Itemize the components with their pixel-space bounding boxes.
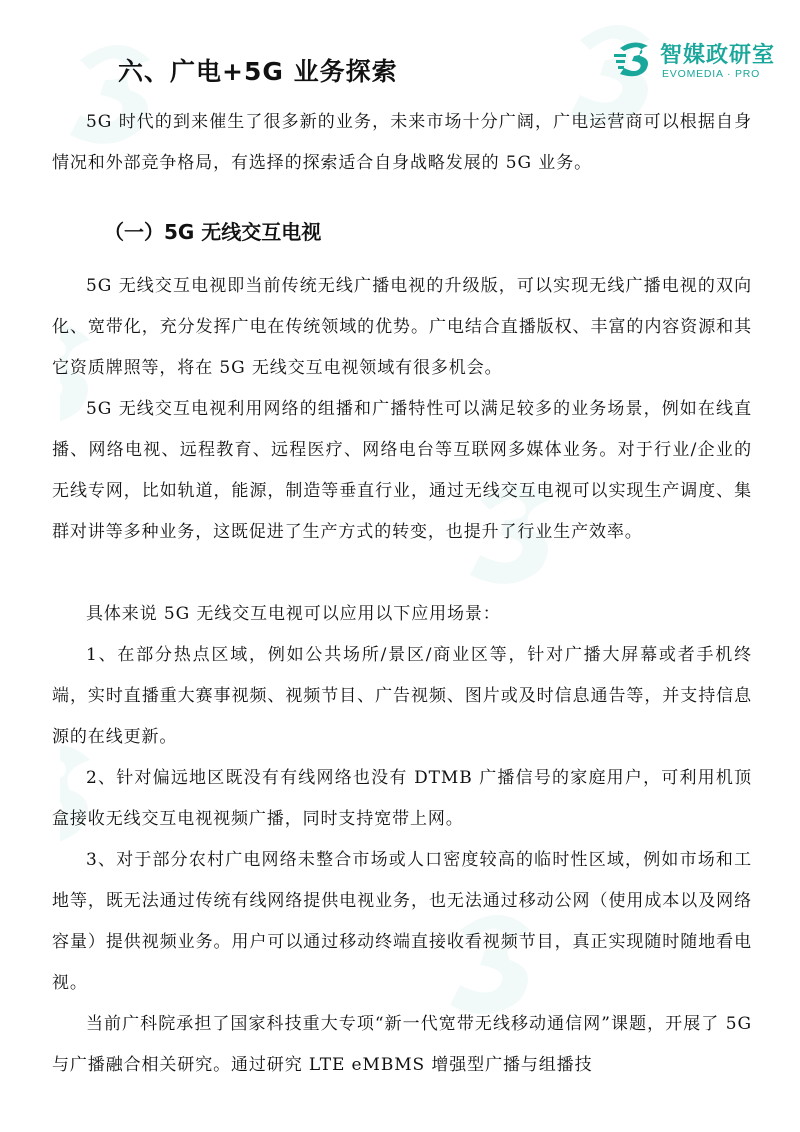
subsection-title: （一）5G 无线交互电视 [104, 220, 322, 244]
logo-subtitle: EVOMEDIA · PRO [662, 68, 761, 80]
paragraph-1: 5G 无线交互电视即当前传统无线广播电视的升级版，可以实现无线广播电视的双向化、宽带化，充分发挥广电在传统领域的优势。广电结合直播版权、丰富的内容资源和其它资质牌照等，将在 5G 无线交互电视领域有很多机会。 [52, 276, 752, 378]
paragraph-2: 5G 无线交互电视利用网络的组播和广播特性可以满足较多的业务场景，例如在线直播、网络电视、远程教育、远程医疗、网络电台等互联网多媒体业务。对于行业/企业的无线专网，比如轨道，能源，制造等垂直行业，通过无线交互电视可以实现生产调度、集群对讲等多种业务，这既促进了生产方式的转变，也提升了行业生产效率。 [52, 399, 752, 542]
section-title: 六、广电+5G 业务探索 [118, 57, 398, 86]
paragraph-3: 具体来说 5G 无线交互电视可以应用以下应用场景： [86, 604, 501, 624]
logo-name: 智媒政研室 [660, 43, 776, 68]
paragraph-4: 1、在部分热点区域，例如公共场所/景区/商业区等，针对广播大屏幕或者手机终端，实时直播重大赛事视频、视频节目、广告视频、图片或及时信息通告等，并支持信息源的在线更新。 [52, 645, 752, 747]
paragraph-6: 3、对于部分农村广电网络未整合市场或人口密度较高的临时性区域，例如市场和工地等，既无法通过传统有线网络提供电视业务，也无法通过移动公网（使用成本以及网络容量）提供视频业务。用户可以通过移动终端直接收看视频节目，真正实现随时随地看电视。 [52, 850, 752, 993]
intro-paragraph: 5G 时代的到来催生了很多新的业务，未来市场十分广阔，广电运营商可以根据自身情况和外部竞争格局，有选择的探索适合自身战略发展的 5G 业务。 [52, 112, 752, 173]
paragraph-7: 当前广科院承担了国家科技重大专项“新一代宽带无线移动通信网”课题，开展了 5G 与广播融合相关研究。通过研究 LTE eMBMS 增强型广播与组播技 [52, 1014, 752, 1075]
logo-mark-icon [614, 40, 658, 80]
paragraph-5: 2、针对偏远地区既没有有线网络也没有 DTMB 广播信号的家庭用户，可利用机顶盒接收无线交互电视视频广播，同时支持宽带上网。 [52, 768, 752, 829]
logo [614, 38, 776, 90]
